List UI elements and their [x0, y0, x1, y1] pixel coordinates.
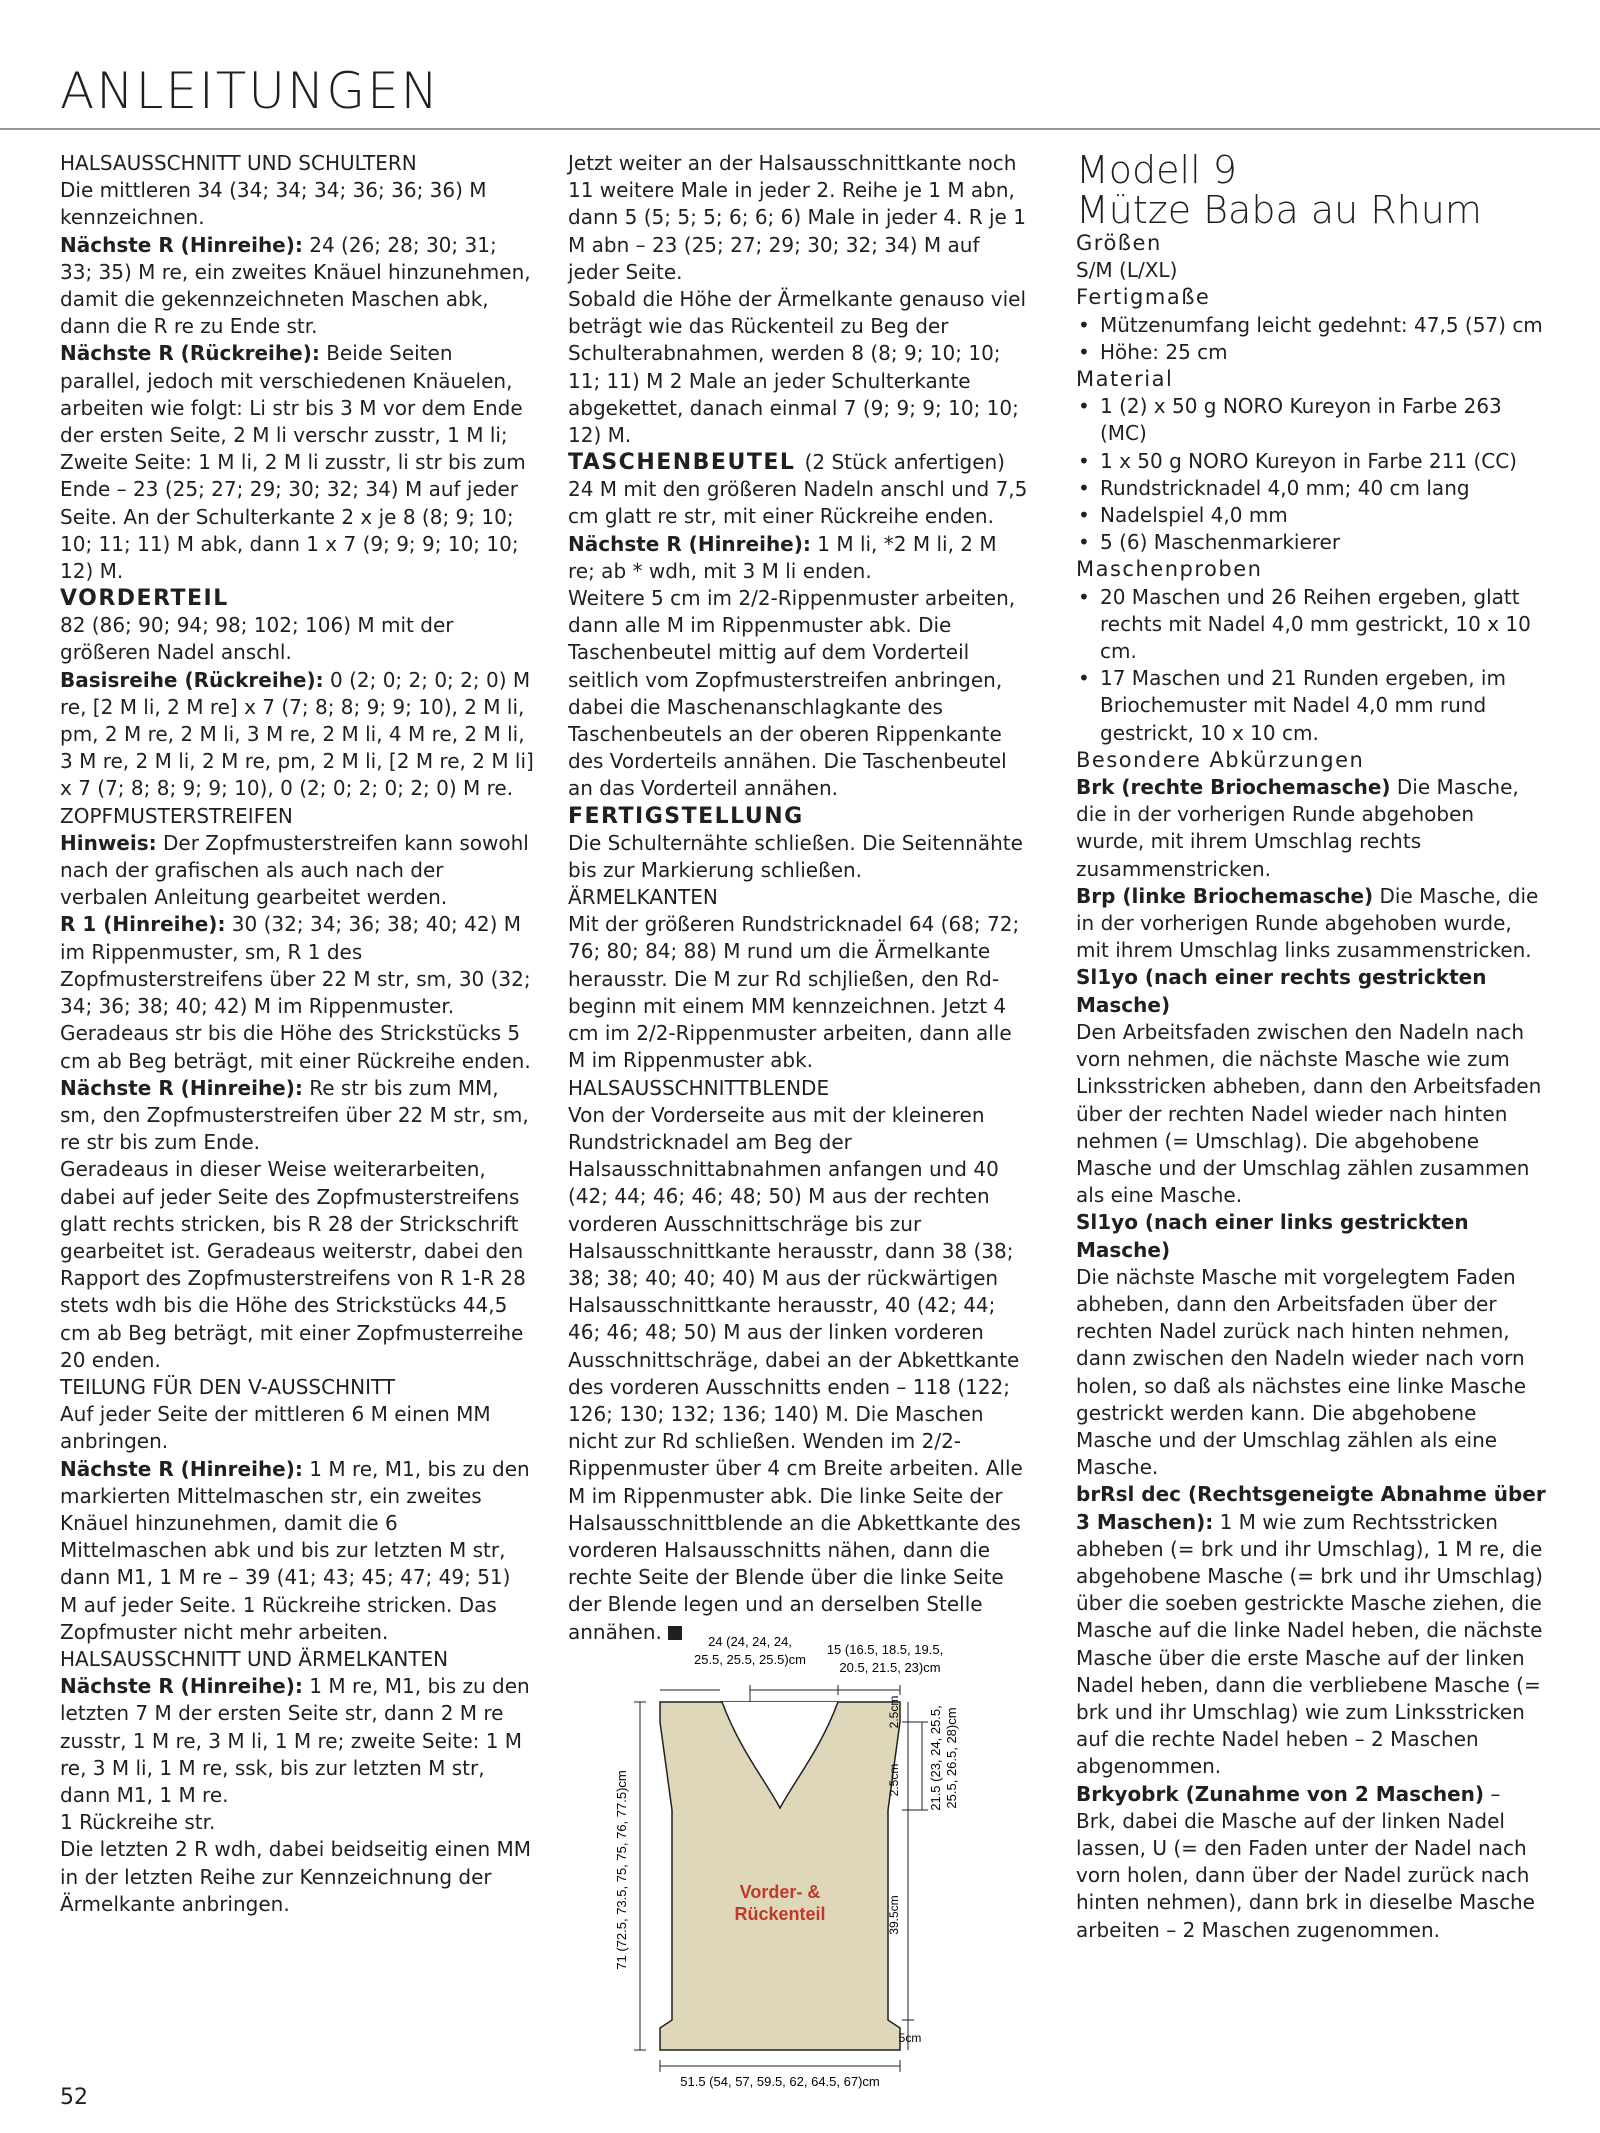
section-title: HALSAUSSCHNITT UND ÄRMELKANTEN [60, 1646, 449, 1671]
abbreviation-text: Die nächste Masche mit vorgelegtem Faden abheben, dann den Arbeitsfaden über der rechten Nadel zurück nach hinten nehmen, dann zwischen den Nadeln wieder nach vorn holen, so daß als nächstes eine linke Masche gestrickt werden kann. Die abgehobene Masche und der Umschlag zählen als eine Masche. [1076, 1264, 1527, 1480]
abbreviation-text: Den Arbeitsfaden zwischen den Nadeln nach vorn nehmen, die nächste Masche wie zum Linksstricken abheben, dann den Arbeitsfaden über der rechten Nadel wieder nach hinten nehmen (= Umschlag). Die abgehobene Masche und der Umschlag zählen zusammen als eine Masche. [1076, 1019, 1542, 1208]
section-title: ÄRMELKANTEN [568, 885, 718, 910]
instruction-text: 24 (26; 28; 30; 31; 33; 35) M re, ein zweites Knäuel hinzunehmen, damit die gekennzeichneten Maschen abk, dann die R re zu Ende str. [60, 232, 531, 339]
list-item: • Mützenumfang leicht gedehnt: 47,5 (57) cm [1076, 312, 1546, 339]
paragraph: Auf jeder Seite der mittleren 6 M einen MM anbringen. [60, 1402, 491, 1454]
dimension-label-shoulder: 20.5, 21.5, 23)cm [839, 1660, 941, 1675]
instruction-text: Der Zopfmusterstreifen kann sowohl nach der grafischen als auch nach der verbalen Anleitung gearbeitet werden. [60, 830, 529, 910]
paragraph [1076, 1781, 1546, 1944]
piece-label: Vorder- & [739, 1882, 821, 1902]
section-title: Größen [1076, 231, 1162, 255]
column-right [1076, 150, 1546, 1944]
paragraph: Jetzt weiter an der Halsausschnittkante noch 11 weitere Male in jeder 2. Reihe je 1 M abn, dann 5 (5; 5; 5; 6; 6; 6) Male in jeder 4. R je 1 M abn – 23 (25; 27; 29; 30; 32; 34) M auf jeder Seite. [568, 151, 1026, 284]
dimension-label-armhole: 25.5, 26.5, 28)cm [944, 1707, 959, 1809]
dimension-label-neck-width: 24 (24, 24, 24, [708, 1634, 792, 1649]
instruction-label: Nächste R (Hinreihe): [60, 1456, 303, 1481]
section-title: Material [1076, 367, 1174, 392]
measures-list [1076, 312, 1546, 366]
paragraph [568, 1102, 1028, 1646]
paragraph [60, 1673, 534, 1809]
header-divider [0, 128, 1600, 130]
abbreviation-text: Die Masche, die in der vorherigen Runde abgehoben wurde, mit ihrem Umschlag rechts zusammenstricken. [1076, 775, 1519, 881]
dimension-label-height: 71 (72.5, 73.5, 75, 75, 76, 77.5)cm [614, 1770, 629, 1970]
instruction-label: Nächste R (Hinreihe): [568, 531, 811, 556]
paragraph [568, 531, 1028, 585]
section-title: VORDERTEIL [60, 586, 229, 612]
section-title-note: (2 Stück anfertigen) [804, 450, 1005, 475]
instruction-text: 1 M re, M1, bis zu den letzten 7 M der ersten Seite str, dann 2 M re zusstr, 1 M re, 3 M li, 1 M re; zweite Seite: 1 M re, 3 M li, 1 M re, ssk, bis zur letzten M str, dann M1, 1 M re. [60, 1674, 530, 1807]
paragraph: S/M (L/XL) [1076, 258, 1178, 283]
page-number: 52 [60, 2085, 88, 2110]
model-number: Modell 9 [1076, 148, 1237, 192]
piece-label: Rückenteil [734, 1904, 826, 1924]
instruction-label: Basisreihe (Rückreihe): [60, 667, 324, 692]
paragraph: Sobald die Höhe der Ärmelkante genauso viel beträgt wie das Rückenteil zu Beg der Schulterabnahmen, werden 8 (8; 9; 10; 10; 11; 11) M 2 Male an jeder Schulterkante abgekettet, danach einmal 7 (9; 9; 9; 10; 10; 12) M. [568, 287, 1027, 448]
instruction-label: R 1 (Hinreihe): [60, 912, 226, 937]
abbreviation-text: Die Masche, die in der vorherigen Runde abgehoben wurde, mit ihrem Umschlag links zusammenstricken. [1076, 883, 1539, 963]
section-title [568, 449, 1028, 476]
instruction-text: Beide Seiten parallel, jedoch mit verschiedenen Knäuelen, arbeiten wie folgt: Li str bis 3 M vor dem Ende der ersten Seite, 2 M li verschr zusstr, 1 M li; Zweite Seite: 1 M li, 2 M li zusstr, li str bis zum Ende – 23 (25; 27; 29; 30; 32; 34) M auf jeder Seite. An der Schulterkante 2 x je 8 (8; 9; 10; 10; 11; 11) M abk, dann 1 x 7 (9; 9; 9; 10; 10; 12) M. [60, 341, 526, 584]
instruction-label: Hinweis: [60, 830, 157, 855]
abbreviation-term: Brk (rechte Briochemasche) [1076, 775, 1391, 800]
list-item: • Nadelspiel 4,0 mm [1076, 502, 1546, 529]
instruction-label: Nächste R (Hinreihe): [60, 1674, 303, 1699]
material-list [1076, 393, 1546, 556]
section-title-text: TASCHENBEUTEL [568, 450, 796, 476]
paragraph: 24 M mit den größeren Nadeln anschl und 7,5 cm glatt re str, mit einer Rückreihe enden. [568, 477, 1028, 529]
paragraph [1076, 883, 1546, 965]
instruction-label: Nächste R (Hinreihe): [60, 1075, 303, 1100]
paragraph [60, 911, 534, 1074]
paragraph: 1 Rückreihe str. [60, 1810, 216, 1835]
paragraph [60, 830, 534, 912]
section-title: Maschenproben [1076, 557, 1263, 582]
list-item: • Höhe: 25 cm [1076, 339, 1546, 366]
list-item: • 5 (6) Maschenmarkierer [1076, 529, 1546, 556]
paragraph [1076, 1481, 1546, 1780]
instruction-text: 30 (32; 34; 36; 38; 40; 42) M im Rippenmuster, sm, R 1 des Zopfmusterstreifens über 22 M str, sm, 30 (32; 34; 36; 38; 40; 42) M im Rippenmuster. Geradeaus str bis die Höhe des Strickstücks 5 cm ab Beg beträgt, mit einer Rückreihe enden. [60, 912, 531, 1073]
column-middle [568, 150, 1028, 1646]
paragraph [60, 667, 534, 803]
paragraph: 82 (86; 90; 94; 98; 102; 106) M mit der größeren Nadel anschl. [60, 613, 454, 665]
paragraph [60, 232, 534, 341]
dimension-label-shoulder: 15 (16.5, 18.5, 19.5, [826, 1642, 944, 1657]
abbreviation-term: Brkyobrk (Zunahme von 2 Maschen) [1076, 1781, 1485, 1806]
paragraph: Weitere 5 cm im 2/2-Rippenmuster arbeiten, dann alle M im Rippenmuster abk. Die Taschenbeutel mittig auf dem Vorderteil seitlich vom Zopfmusterstreifen anbringen, dabei die Maschenanschlagkante des Taschenbeutels an der oberen Rippenkante des Vorderteils annähen. Die Taschenbeutel an das Vorderteil annähen. [568, 586, 1016, 801]
section-title: Fertigmaße [1076, 285, 1211, 310]
dimension-label-width: 51.5 (54, 57, 59.5, 62, 64.5, 67)cm [680, 2074, 880, 2089]
model-title [1076, 150, 1546, 230]
section-title: TEILUNG FÜR DEN V-AUSSCHNITT [60, 1374, 396, 1399]
section-title: HALSAUSSCHNITT UND SCHULTERN [60, 151, 417, 175]
paragraph [1076, 774, 1546, 883]
paragraph: Die mittleren 34 (34; 34; 34; 36; 36; 36) M kennzeichnen. [60, 178, 487, 230]
dimension-label-shoulder-drop: 2.5cm [887, 1695, 901, 1729]
schematic-svg [590, 1630, 1010, 2090]
dimension-label-rib: 5cm [898, 2031, 922, 2045]
section-title: FERTIGSTELLUNG [568, 803, 804, 829]
abbreviation-term: Sl1yo (nach einer links gestrickten Masche) [1076, 1210, 1469, 1262]
paragraph: Geradeaus in dieser Weise weiterarbeiten, dabei auf jeder Seite des Zopfmusterstreifens glatt rechts stricken, bis R 28 der Strickschrift gearbeitet ist. Geradeaus weiterstr, dabei den Rapport des Zopfmusterstreifens von R 1-R 28 stets wdh bis die Höhe des Strickstücks 44,5 cm ab Beg beträgt, mit einer Zopfmusterreihe 20 enden. [60, 1157, 526, 1372]
section-title: HALSAUSSCHNITTBLENDE [568, 1075, 830, 1100]
instruction-text: Re str bis zum MM, sm, den Zopfmusterstreifen über 22 M str, sm, re str bis zum Ende. [60, 1075, 529, 1155]
instruction-text: 0 (2; 0; 2; 0; 2; 0) M re, [2 M li, 2 M re] x 7 (7; 8; 8; 9; 9; 10), 2 M li, pm, 2 M re, 2 M li, 3 M re, 2 M li, 4 M re, 2 M li, 3 M re, 2 M li, 2 M re, pm, 2 M li, [2 M re, 2 M li] x 7 (7; 8; 8; 9; 9; 10), 0 (2; 0; 2; 0; 2; 0) M re. [60, 667, 534, 801]
abbreviation-text: 1 M wie zum Rechtsstricken abheben (= brk und ihr Umschlag), 1 M re, die abgehobene Masche (= brk und ihr Umschlag) über die soeben gestrickte Masche ziehen, die Masche auf die linke Nadel heben, die nächste Masche über die erste Masche auf der linken Nadel heben, dann die verbliebene Masche (= brk und ihr Umschlag) wie zum Linksstricken auf die rechte Nadel heben – 2 Maschen abgenommen. [1076, 1509, 1543, 1779]
abbreviation-text: – Brk, dabei die Masche auf der linken Nadel lassen, U (= den Faden unter der Nadel nach vorn holen, dann über der Nadel zurück nach hinten nehmen), dann brk in dieselbe Masche arbeiten – 2 Maschen zugenommen. [1076, 1781, 1535, 1942]
paragraph: Die letzten 2 R wdh, dabei beidseitig einen MM in der letzten Reihe zur Kennzeichnung der Ärmelkante anbringen. [60, 1837, 532, 1916]
dimension-label-armhole-gap: 2.5cm [887, 1763, 901, 1797]
paragraph: Mit der größeren Rundstricknadel 64 (68; 72; 76; 80; 84; 88) M rund um die Ärmelkante herausstr. Die M zur Rd schjließen, den Rd-beginn mit einem MM kennzeichnen. Jetzt 4 cm im 2/2-Rippenmuster arbeiten, dann alle M im Rippenmuster abk. [568, 912, 1020, 1073]
paragraph [60, 1456, 534, 1646]
paragraph: Die Schulternähte schließen. Die Seitennähte bis zur Markierung schließen. [568, 830, 1023, 882]
model-name: Mütze Baba au Rhum [1076, 188, 1482, 232]
list-item: • 17 Maschen und 21 Runden ergeben, im Briochemuster mit Nadel 4,0 mm rund gestrickt, 10 x 10 cm. [1076, 665, 1546, 747]
column-left [60, 150, 534, 1918]
paragraph [60, 1075, 534, 1157]
list-item: • 1 x 50 g NORO Kureyon in Farbe 211 (CC) [1076, 448, 1546, 475]
abbreviation-term: Sl1yo (nach einer rechts gestrickten Masche) [1076, 965, 1487, 1017]
list-item: • Rundstricknadel 4,0 mm; 40 cm lang [1076, 475, 1546, 502]
instruction-text: 1 M li, *2 M li, 2 M re; ab * wdh, mit 3 M li enden. [568, 531, 997, 583]
list-item: • 20 Maschen und 26 Reihen ergeben, glatt rechts mit Nadel 4,0 mm gestrickt, 10 x 10 cm. [1076, 584, 1546, 666]
section-title: Besondere Abkürzungen [1076, 747, 1365, 772]
abbreviation-term: brRsl dec (Rechtsgeneigte Abnahme über 3 Maschen): [1076, 1482, 1546, 1534]
dimension-label-body: 39.5cm [887, 1895, 901, 1935]
instruction-label: Nächste R (Rückreihe): [60, 341, 320, 366]
page-header-title: ANLEITUNGEN [60, 62, 441, 120]
paragraph [60, 340, 534, 585]
instruction-text: Von der Vorderseite aus mit der kleineren Rundstricknadel am Beg der Halsausschnittabnahmen anfangen und 40 (42; 44; 46; 46; 48; 50) M aus der rechten vorderen Ausschnittschräge bis zur Halsausschnittkante herausstr, dann 38 (38; 38; 38; 40; 40; 40) M aus der rückwärtigen Halsausschnittkante herausstr, 40 (42; 44; 46; 46; 48; 50) M aus der linken vorderen Ausschnittschräge, dabei an der Abkettkante des vorderen Ausschnitts enden – 118 (122; 126; 130; 132; 136; 140) M. Die Maschen nicht zur Rd schließen. Wenden im 2/2-Rippenmuster über 4 cm Breite arbeiten. Alle M im Rippenmuster abk. Die linke Seite der Halsausschnittblende an die Abkettkante des vorderen Halsausschnitts nähen, dann die rechte Seite der Blende über die linke Seite der Blende legen und an derselben Stelle annähen. [568, 1102, 1023, 1644]
dimension-label-armhole: 21.5 (23, 24, 25.5, [928, 1705, 943, 1811]
instruction-text: 1 M re, M1, bis zu den markierten Mittelmaschen str, ein zweites Knäuel hinzunehmen, damit die 6 Mittelmaschen abk und bis zur letzten M str, dann M1, 1 M re – 39 (41; 43; 45; 47; 49; 51) M auf jeder Seite. 1 Rückreihe stricken. Das Zopfmuster nicht mehr arbeiten. [60, 1456, 530, 1644]
gauge-list [1076, 584, 1546, 747]
section-title: ZOPFMUSTERSTREIFEN [60, 803, 293, 828]
abbreviation-term: Brp (linke Briochemasche) [1076, 883, 1374, 908]
instruction-label: Nächste R (Hinreihe): [60, 232, 303, 257]
dimension-label-neck-width: 25.5, 25.5, 25.5)cm [693, 1652, 807, 1667]
garment-schematic [590, 1630, 1010, 2090]
list-item: • 1 (2) x 50 g NORO Kureyon in Farbe 263 (MC) [1076, 393, 1546, 447]
